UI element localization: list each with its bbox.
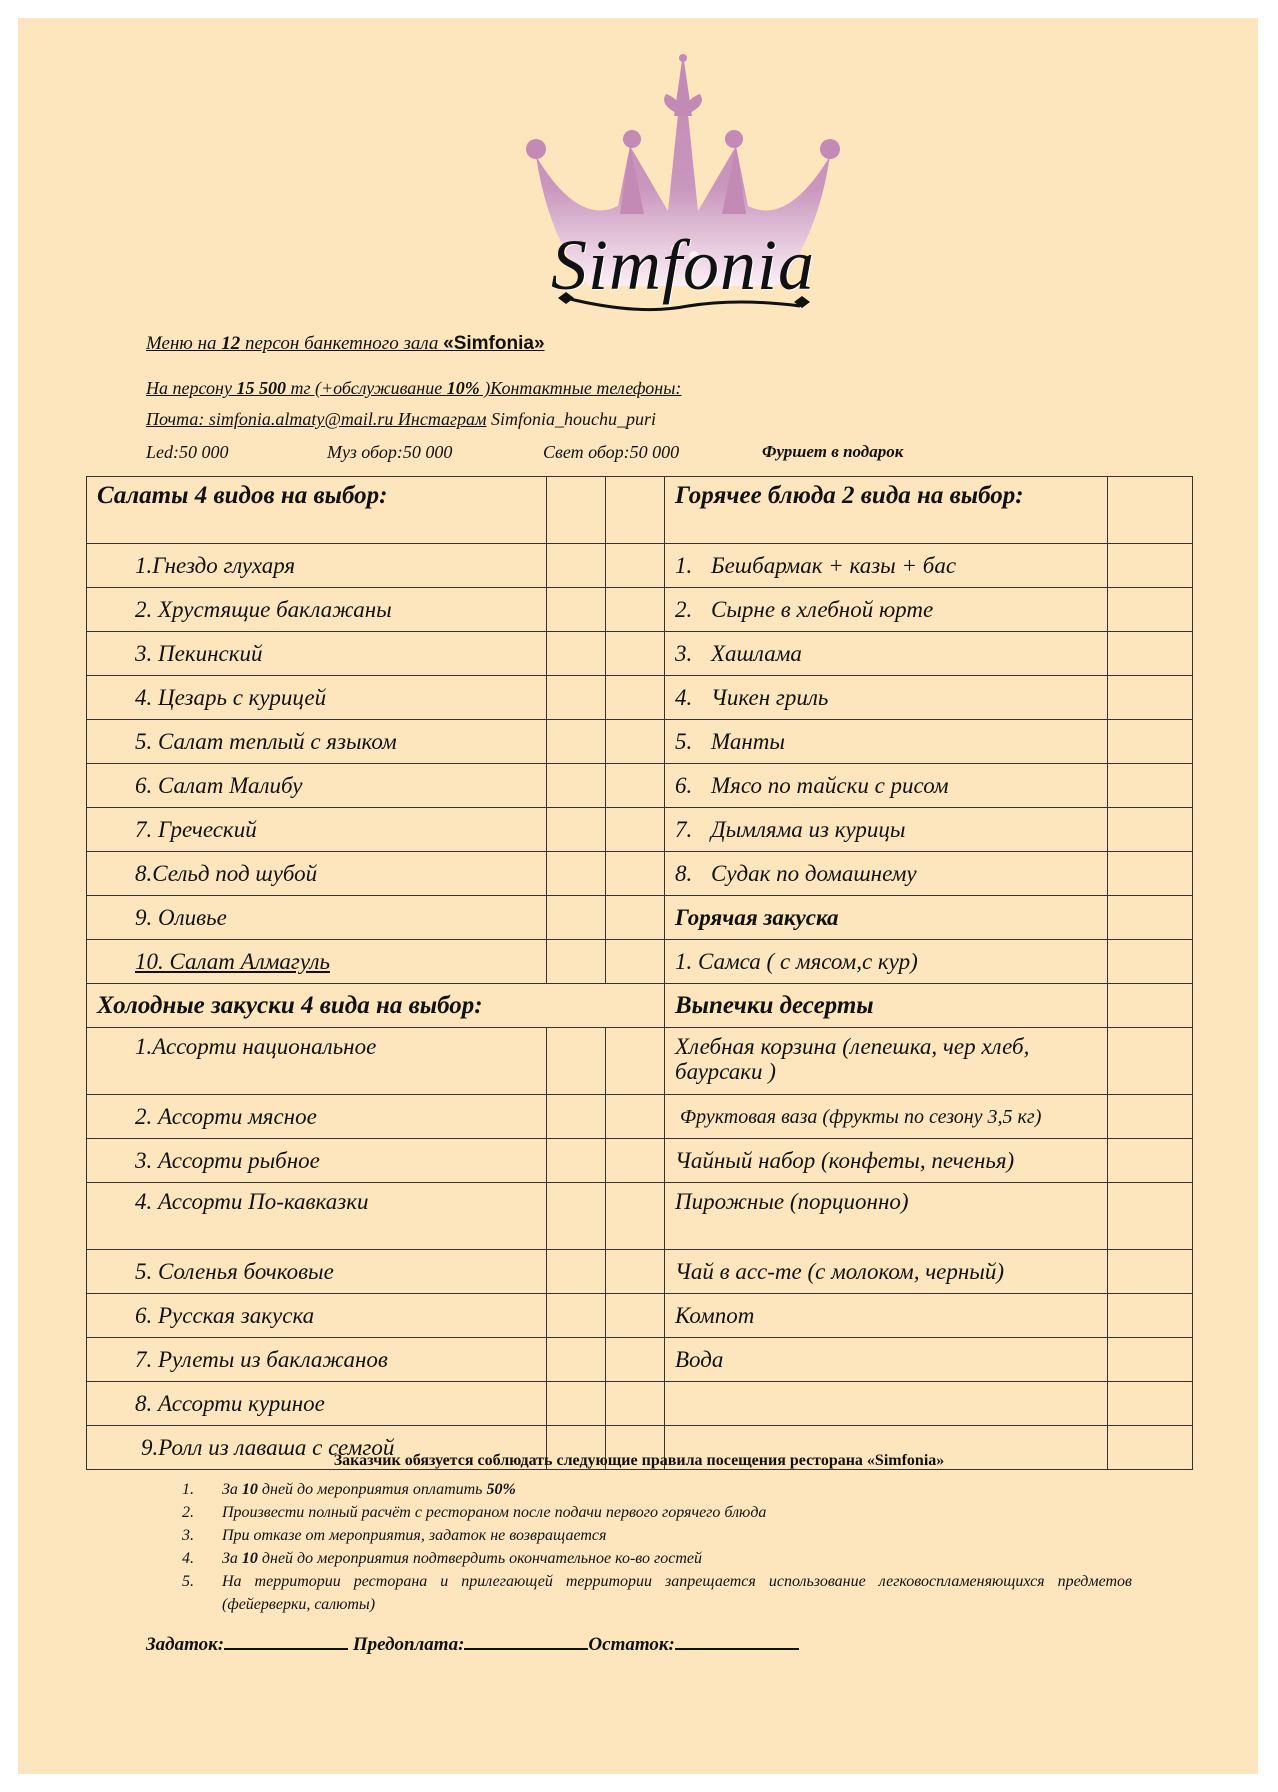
table-row: [87, 852, 1193, 896]
buffet-gift: Фуршет в подарок: [762, 442, 904, 461]
rule-item: 2. Произвести полный расчёт с рестораном после подачи первого горячего блюда: [182, 1504, 767, 1521]
cold-item: 1.Ассорти национальное: [87, 1028, 547, 1095]
table-row: [87, 764, 1193, 808]
rule-item: 3. При отказе от мероприятия, задаток не возвращается: [182, 1527, 607, 1544]
table-row: [87, 1338, 1193, 1382]
cold-item: 6. Русская закуска: [87, 1294, 547, 1338]
table-row: [87, 808, 1193, 852]
salad-item: 4. Цезарь с курицей: [87, 676, 547, 720]
rule-item: 5. На территории ресторана и прилегающей территории запрещается использование легковоспламеняющихся предметов (фейерверки, салюты): [182, 1573, 1132, 1613]
deposit-label: Задаток:: [146, 1634, 225, 1655]
hot-item: 4. Чикен гриль: [665, 676, 1108, 720]
menu-table: [86, 476, 1193, 1470]
guest-count: 12: [221, 333, 241, 354]
email-link[interactable]: Почта: simfonia.almaty@mail.ru Инстаграм: [146, 409, 487, 429]
contacts-line: [146, 409, 656, 430]
table-row: [87, 1095, 1193, 1139]
hot-item: 7. Дымляма из курицы: [665, 808, 1108, 852]
salad-item: 10. Салат Алмагуль: [87, 940, 547, 984]
hot-item: 1. Бешбармак + казы + бас: [665, 544, 1108, 588]
bakery-item: Хлебная корзина (лепешка, чер хлеб, баурсаки ): [665, 1028, 1108, 1095]
cold-snacks-header: Холодные закуски 4 вида на выбор:: [87, 984, 665, 1028]
table-row: [87, 676, 1193, 720]
table-row: [87, 1183, 1193, 1250]
price-mid: тг (+обслуживание: [285, 378, 447, 398]
table-row: [87, 720, 1193, 764]
music-equipment-price: Муз обор:50 000: [327, 442, 453, 462]
price-value: 15 500: [236, 378, 286, 398]
price-prefix: На персону: [146, 378, 237, 398]
menu-title-brand: «Simfonia»: [443, 333, 545, 354]
cold-item: 5. Соленья бочковые: [87, 1250, 547, 1294]
salad-item: 5. Салат теплый с языком: [87, 720, 547, 764]
instagram-handle: Simfonia_houchu_puri: [486, 409, 657, 429]
bakery-item: Вода: [665, 1338, 1108, 1382]
deposit-field[interactable]: [224, 1630, 348, 1650]
price-line: [146, 378, 681, 399]
brand-name: Simfonia: [550, 225, 815, 305]
hot-snack-header: Горячая закуска: [665, 896, 1108, 940]
table-row: [87, 1250, 1193, 1294]
simfonia-logo: [518, 36, 848, 336]
cold-item: 9.Ролл из лаваша с семгой: [87, 1426, 547, 1470]
led-price: Led:50 000: [146, 442, 229, 462]
table-row: [87, 477, 1193, 544]
cold-item: 8. Ассорти куриное: [87, 1382, 547, 1426]
bakery-item: Пирожные (порционно): [665, 1183, 1108, 1250]
hot-item: 2. Сырне в хлебной юрте: [665, 588, 1108, 632]
table-row: [87, 588, 1193, 632]
table-row: [87, 1294, 1193, 1338]
salad-item: 1.Гнездо глухаря: [87, 544, 547, 588]
cold-item: 2. Ассорти мясное: [87, 1095, 547, 1139]
bakery-item: Компот: [665, 1294, 1108, 1338]
table-row: [87, 1139, 1193, 1183]
hot-dishes-header: Горячее блюда 2 вида на выбор:: [665, 477, 1108, 544]
prepayment-label: Предоплата:: [352, 1634, 465, 1655]
hot-item: 6. Мясо по тайски с рисом: [665, 764, 1108, 808]
menu-title-prefix: Меню на: [146, 333, 222, 354]
contacts-label: )Контактные телефоны:: [479, 378, 682, 398]
document-page: [18, 18, 1258, 1774]
bakery-item: Чай в асс-те (с молоком, черный): [665, 1250, 1108, 1294]
cold-item: 3. Ассорти рыбное: [87, 1139, 547, 1183]
salad-item: 7. Греческий: [87, 808, 547, 852]
hot-item: 5. Манты: [665, 720, 1108, 764]
balance-field[interactable]: [675, 1630, 799, 1650]
rules-title: Заказчик обязуется соблюдать следующие правила посещения ресторана «Simfonia»: [333, 1452, 945, 1469]
table-row: [87, 984, 1193, 1028]
bakery-header: Выпечки десерты: [665, 984, 1108, 1028]
table-row: [87, 1028, 1193, 1095]
salad-item: 6. Салат Малибу: [87, 764, 547, 808]
salad-item: 3. Пекинский: [87, 632, 547, 676]
table-row: [87, 896, 1193, 940]
menu-title-mid: персон банкетного зала: [240, 333, 444, 354]
bakery-item: Чайный набор (конфеты, печенья): [665, 1139, 1108, 1183]
salad-item: 8.Сельд под шубой: [87, 852, 547, 896]
cold-item: 7. Рулеты из баклажанов: [87, 1338, 547, 1382]
salad-item: 9. Оливье: [87, 896, 547, 940]
payment-line: [146, 1630, 799, 1656]
hot-snack-item: 1. Самса ( с мясом,с кур): [665, 940, 1108, 984]
rule-item: 4. За 10 дней до мероприятия подтвердить окончательное ко-во гостей: [182, 1550, 703, 1567]
service-percent: 10%: [446, 378, 480, 398]
hot-item: 3. Хашлама: [665, 632, 1108, 676]
balance-label: Остаток:: [588, 1634, 675, 1655]
rules-list: [182, 1478, 1132, 1616]
cold-item: 4. Ассорти По-кавказки: [87, 1183, 547, 1250]
bakery-item: Фруктовая ваза (фрукты по сезону 3,5 кг): [665, 1095, 1108, 1139]
rule-item: 1. За 10 дней до мероприятия оплатить 50%: [182, 1481, 516, 1498]
menu-title: [146, 333, 545, 355]
light-equipment-price: Свет обор:50 000: [543, 442, 680, 462]
table-row: [87, 632, 1193, 676]
table-row: [87, 544, 1193, 588]
salad-item: 2. Хрустящие баклажаны: [87, 588, 547, 632]
salads-header: Салаты 4 видов на выбор:: [87, 477, 547, 544]
table-row: [87, 940, 1193, 984]
hot-item: 8. Судак по домашнему: [665, 852, 1108, 896]
prepayment-field[interactable]: [464, 1630, 588, 1650]
table-row: [87, 1382, 1193, 1426]
